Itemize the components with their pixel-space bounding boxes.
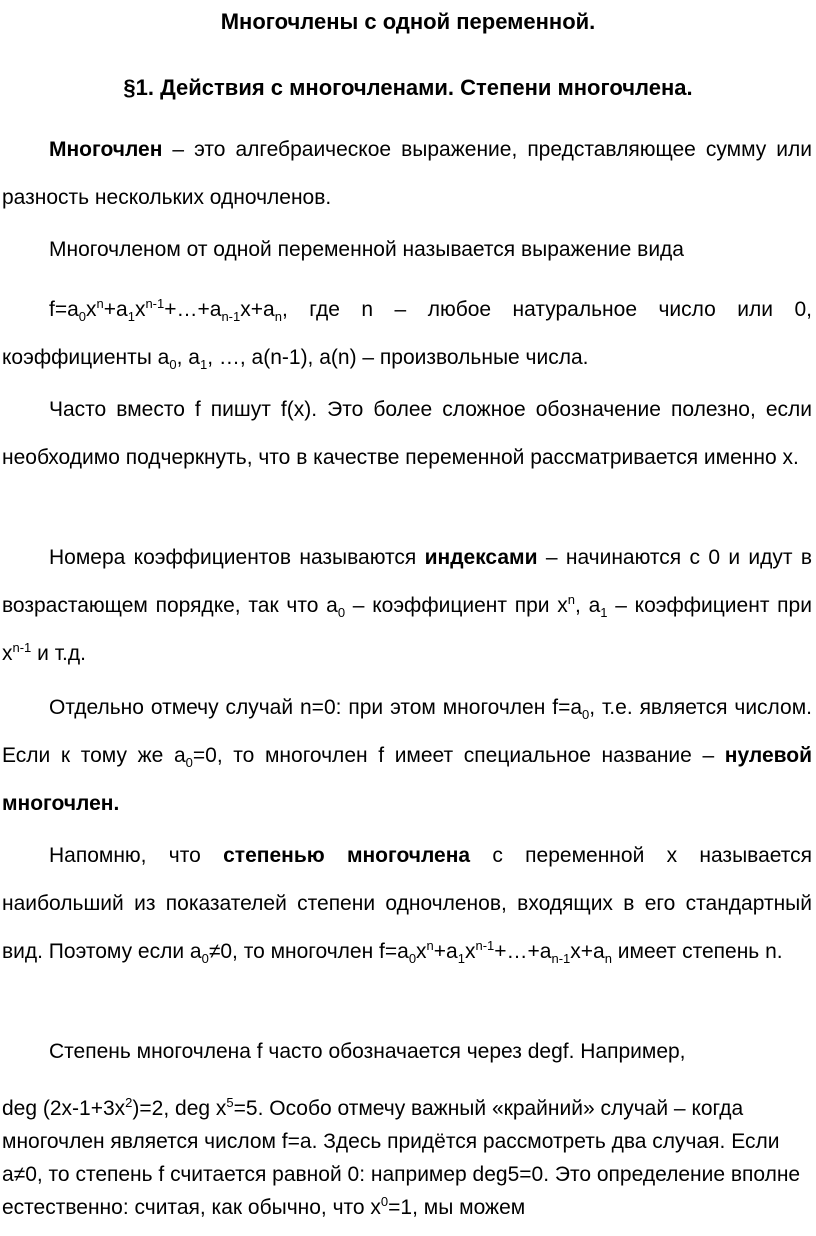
term-zero-polynomial: нулевой многочлен. (2, 744, 812, 815)
paragraph-degf: Степень многочлена f часто обозначается через degf. Например, (49, 1040, 686, 1063)
paragraph-zero-case: Отдельно отмечу случай n=0: при этом многочлен $f=a_0$, т.е. является числом. Если к тому же $a_0=0$, то многочлен f имеет специальное название – нулевой многочлен. (2, 696, 812, 815)
paragraph-notation: Часто вместо f пишут f(x). Это более сложное обозначение полезно, если необходимо подчеркнуть, что в качестве переменной рассматривается именно x. (2, 398, 812, 469)
paragraph-one-variable: Многочленом от одной переменной называется выражение вида (49, 238, 684, 261)
paragraph-indices: Номера коэффициентов называются индексами – начинаются с 0 и идут в возрастающем порядке, так что $a_0$ – коэффициент при $x^n$, $a_1$ – коэффициент при $x^{n-1}$ и т.д. (2, 546, 812, 665)
term-degree: степенью многочлена (223, 844, 471, 867)
term-indices: индексами (424, 546, 538, 569)
paragraph-examples: deg $(2x-1+3x^2)=2$, deg $x^5=5$. Особо отмечу важный «крайний» случай – когда многочлен является числом f=a. Здесь придётся рассмотреть два случая. Если a≠0, то степень f считается равной 0: например deg5=0. Это определение вполне естественно: считая, как обычно, что $x^0=1$, мы можем (2, 1095, 801, 1219)
paragraph-degree: Напомню, что степенью многочлена с переменной x называется наибольший из показателей степени одночленов, входящих в его стандартный вид. Поэтому если $a_0\ne 0$, то многочлен $f=a_0x^n+a_1x^{n-1}+\dots+a_{n-1}x+a_n$ имеет степень n. (2, 844, 812, 967)
document-title: Многочлены с одной переменной. (220, 9, 596, 34)
term-polynomial: Многочлен (49, 138, 163, 161)
paragraph-formula: $f=a_0x^n+a_1x^{n-1}+\dots+a_{n-1}x+a_n$, где n – любое натуральное число или 0, коэффициенты $a_0$, $a_1$, …, a(n-1), a(n) – произвольные числа. (2, 296, 812, 373)
formula: $f=a_0x^n+a_1x^{n-1}+\dots+a_{n-1}x+a_n$ (49, 296, 282, 325)
paragraph-text: – это алгебраическое выражение, представляющее сумму или разность нескольких одночленов. (2, 138, 812, 209)
paragraph-definition (2, 126, 812, 222)
section-title: §1. Действия с многочленами. Степени многочлена. (123, 75, 693, 100)
